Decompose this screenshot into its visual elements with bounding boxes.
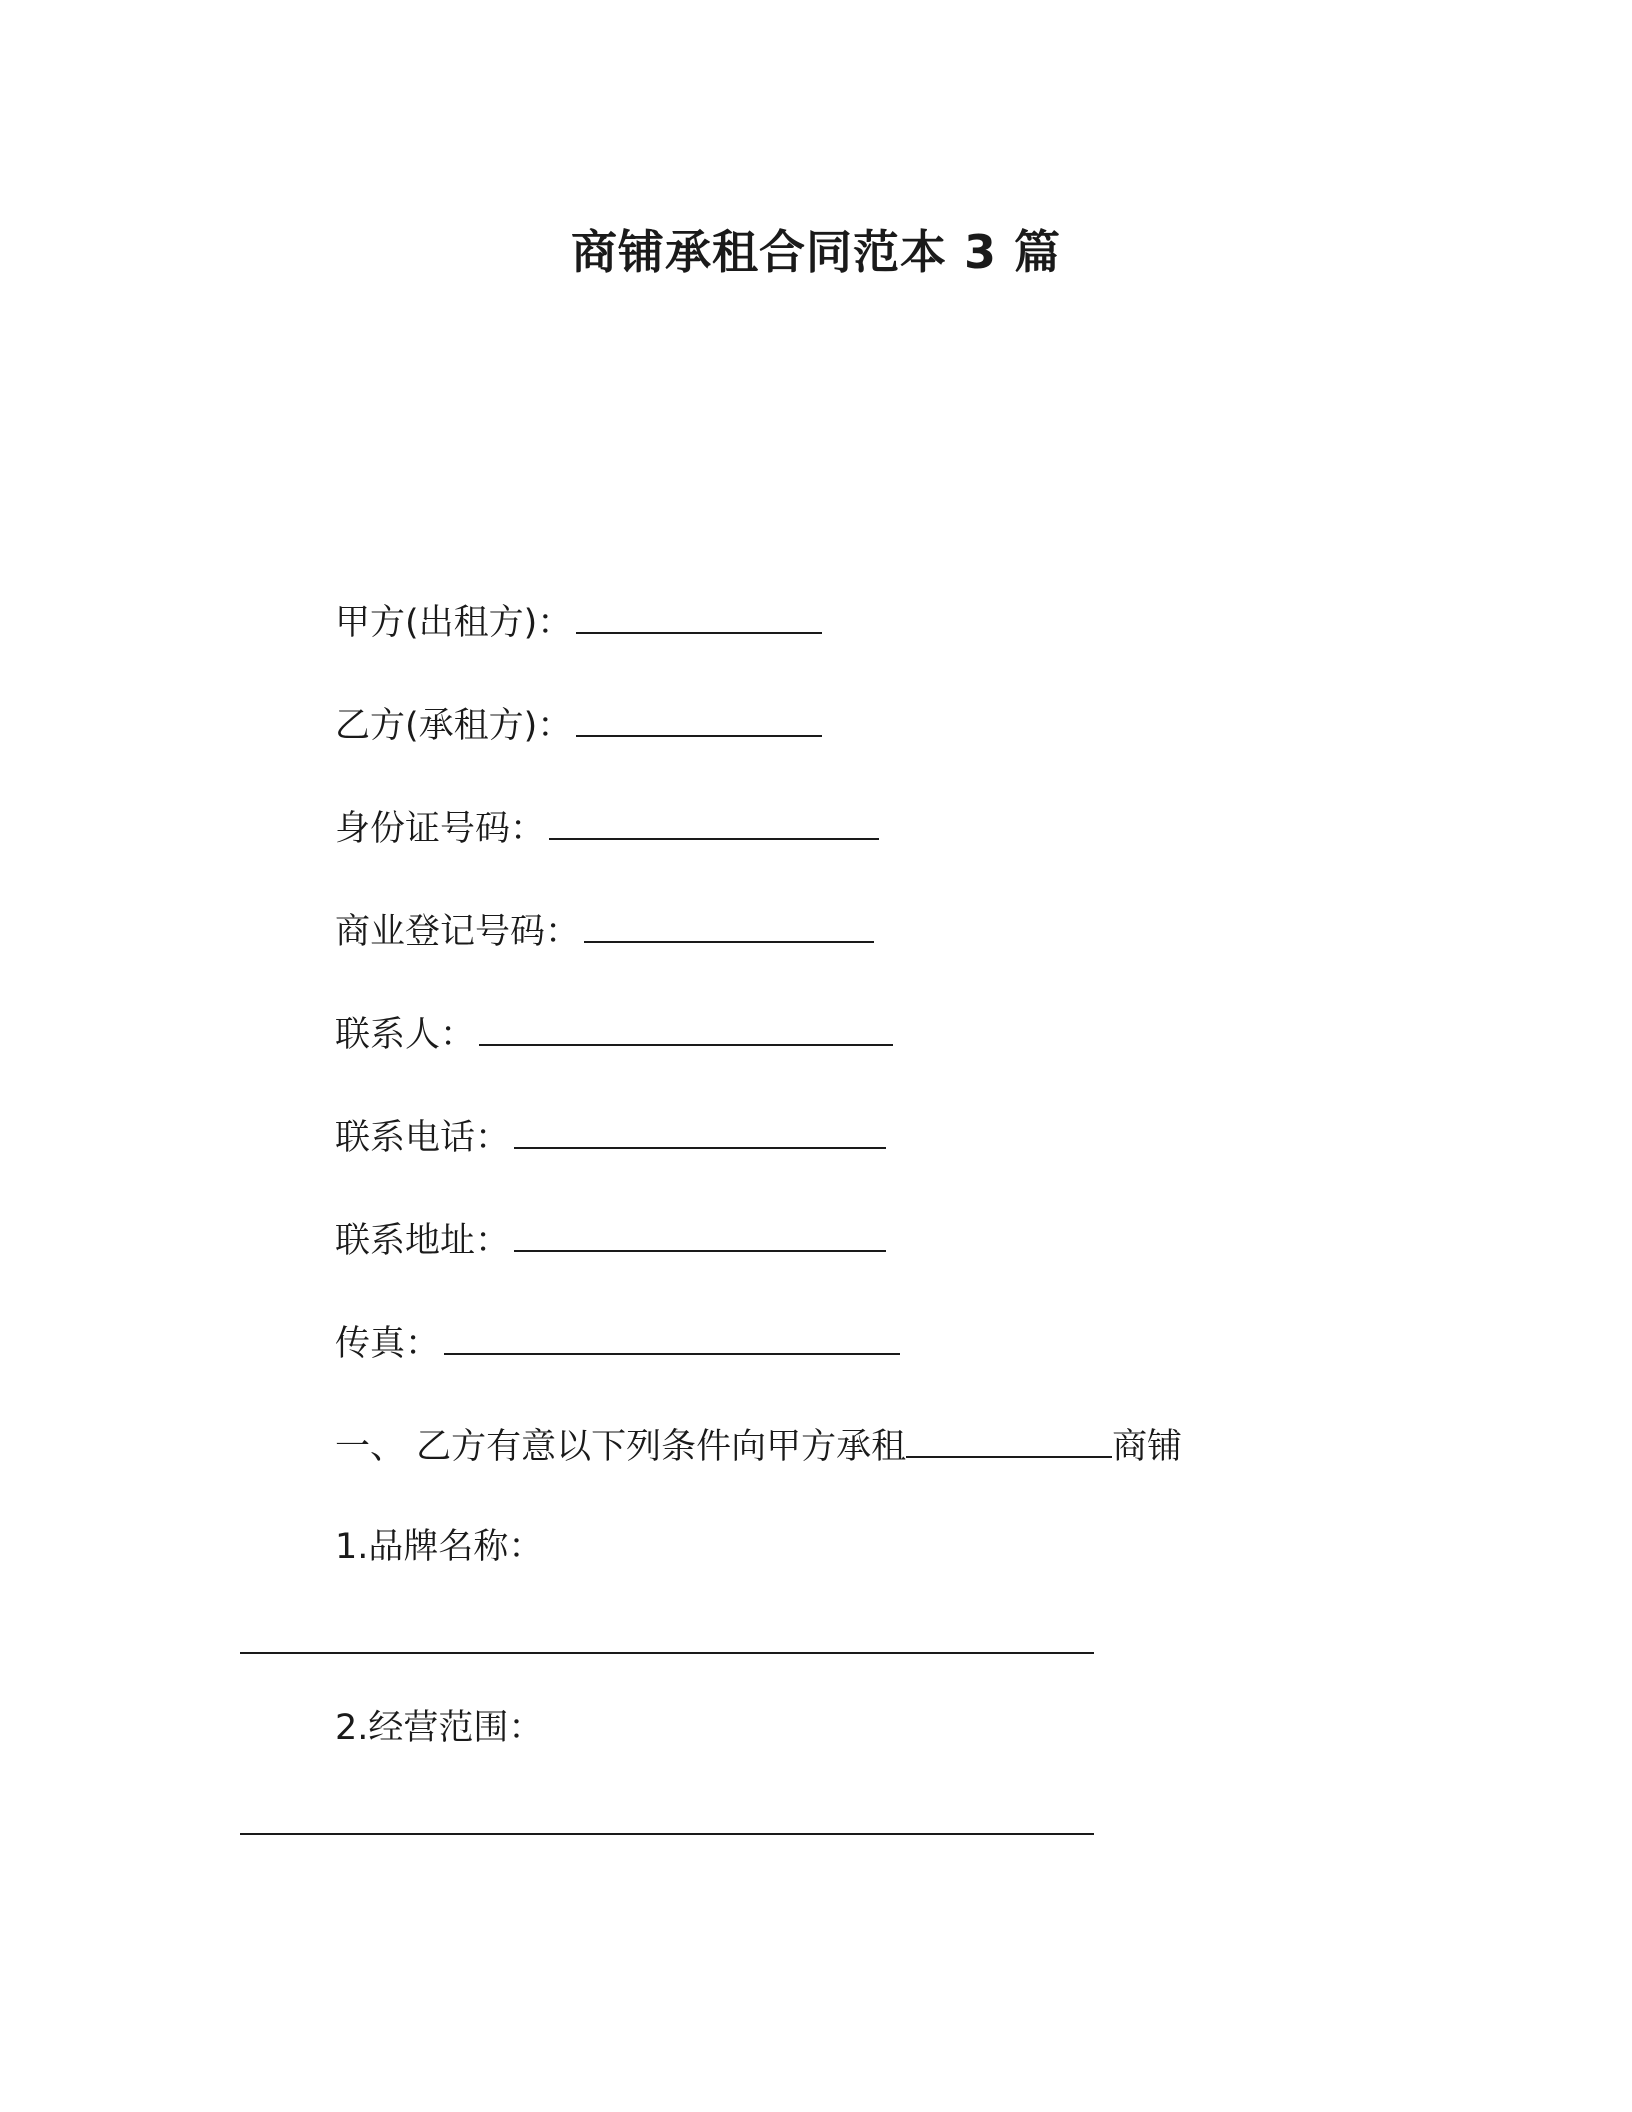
field-fax [335, 1317, 900, 1368]
fill-blank[interactable] [479, 1008, 893, 1046]
section-1-suffix: 商铺 [1112, 1427, 1183, 1467]
fill-blank-full[interactable] [240, 1652, 1094, 1654]
section-1-prefix: 一、 乙方有意以下列条件向甲方承租 [335, 1427, 907, 1467]
fill-blank[interactable] [514, 1111, 886, 1149]
section-1-heading [335, 1420, 1182, 1471]
field-id-number [335, 802, 879, 853]
item-business-scope [335, 1704, 543, 1752]
field-label: 甲方(出租方)： [335, 603, 573, 643]
field-label: 身份证号码： [335, 809, 546, 849]
fill-blank[interactable] [514, 1214, 886, 1252]
fill-blank[interactable] [584, 905, 874, 943]
field-contact-person [335, 1008, 893, 1059]
fill-blank[interactable] [576, 596, 822, 634]
field-label: 联系人： [335, 1015, 476, 1055]
fill-blank-full[interactable] [240, 1833, 1094, 1835]
field-label: 联系地址： [335, 1221, 511, 1261]
field-lessee [335, 699, 822, 750]
item-label: 2.经营范围： [335, 1708, 544, 1748]
field-label: 传真： [335, 1324, 441, 1364]
field-contact-phone [335, 1111, 886, 1162]
fill-blank[interactable] [444, 1317, 900, 1355]
fill-blank[interactable] [549, 802, 879, 840]
document-title: 商铺承租合同范本 3 篇 [570, 225, 1062, 279]
field-label: 商业登记号码： [335, 912, 581, 952]
field-label: 乙方(承租方)： [335, 706, 573, 746]
field-lessor [335, 596, 822, 647]
fill-blank[interactable] [576, 699, 822, 737]
item-brand-name [335, 1523, 543, 1571]
field-business-registration [335, 905, 874, 956]
item-label: 1.品牌名称： [335, 1527, 544, 1567]
field-contact-address [335, 1214, 886, 1265]
fill-blank[interactable] [906, 1420, 1112, 1458]
field-label: 联系电话： [335, 1118, 511, 1158]
